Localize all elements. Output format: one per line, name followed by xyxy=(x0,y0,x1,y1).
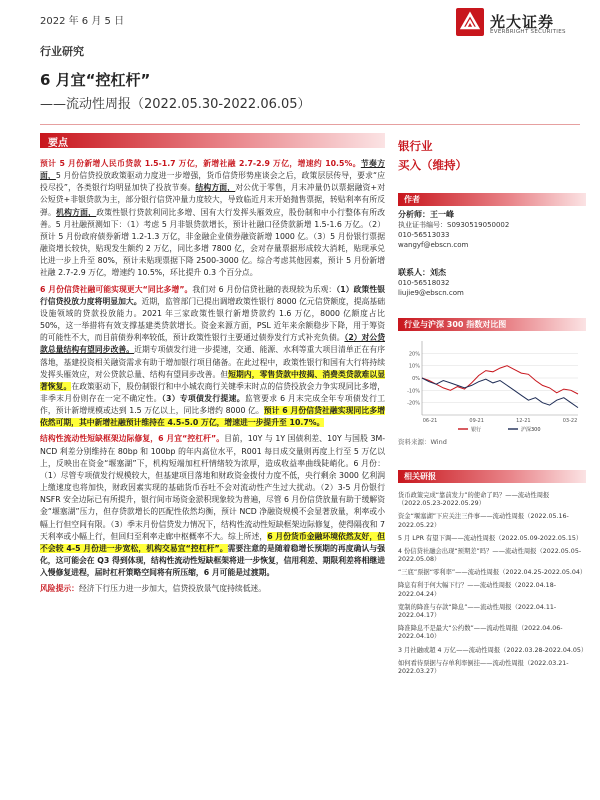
chart-series-line xyxy=(422,366,578,394)
chart-header-label: 行业与沪深 300 指数对比图 xyxy=(404,320,507,329)
investment-rating: 买入（维持） xyxy=(398,158,467,172)
related-header xyxy=(398,470,586,483)
analyst2-phone: 010-56518032 xyxy=(398,279,450,287)
para2-text-c: 近期，监管部门已提出调增政策性银行 8000 亿元信贷额度，提高基础设施领域的贷款投放能力。2021 年三家政策性银行新增贷款约 1.6 万亿，8000 亿额度占比 50%，这一举措将有效支撑基建类贷款增长。资金来源方面，PSL 近年来余额稳步下降，用于筹资的可能性不大，而目前债券利率较低，预计政策性银行主要通过债券发行方式补充负债。 xyxy=(40,296,386,343)
analyst1-name: 王一峰 xyxy=(430,210,454,219)
para2-text-a: 我们对 6 月份信贷社融的表现较为乐观： xyxy=(192,284,337,294)
chart-y-tick-label: 0% xyxy=(412,376,420,382)
logo-text-cn: 光大证券 xyxy=(490,13,555,31)
chart-source: 资料来源：Wind xyxy=(398,438,447,446)
para2-text-h: （3）专项债发行提速。 xyxy=(161,393,245,403)
chart-y-tick-label: 20% xyxy=(408,351,420,358)
para1-lead: 预计 5 月份新增人民币贷款 1.5-1.7 万亿，新增社融 2.7-2.9 万亿，增速约 10.5%。 xyxy=(40,159,361,168)
company-logo xyxy=(456,8,586,42)
chart-x-tick-label: 06-21 xyxy=(422,418,438,424)
page-title: 6 月宜“控杠杆” xyxy=(40,71,151,89)
para2-lead: 6 月份信贷社融可能实现更大“同比多增”。 xyxy=(40,284,193,294)
related-report-link[interactable]: 降准降息不是最大“公约数”——流动性周报（2022.04.06-2022.04.10） xyxy=(398,625,563,641)
author-header-label: 作者 xyxy=(404,195,420,204)
analyst-block-2 xyxy=(398,268,464,298)
summary-header-label: 要点 xyxy=(48,138,68,149)
para3-text-b: 6 月份货币金融环境依然友好，但不会较 4-5 月份进一步宽松，机构交易宜“控杠杆”。 xyxy=(40,531,386,553)
author-header xyxy=(398,193,586,206)
para2-text-g: 在政策驱动下，股份制银行和中小城农商行关键季末时点的信贷投放会力争实现同比多增，非季末月份则存在一定不确定性。 xyxy=(40,381,386,403)
analyst1-phone: 010-56513033 xyxy=(398,231,450,239)
related-report-link[interactable]: 4 份信贷社融会出现“预期差”吗？——流动性周报（2022.05.05-2022.05.08） xyxy=(398,547,582,564)
analyst2-email: liujie9@ebscn.com xyxy=(398,289,464,297)
analyst1-email: wangyf@ebscn.com xyxy=(398,241,469,249)
para1-label-c: 机构方面， xyxy=(56,207,97,217)
related-report-link[interactable]: 降息有利于何大幅下行？——流动性周报（2022.04.18-2022.04.24） xyxy=(398,582,556,598)
header-divider xyxy=(40,124,580,125)
para2-text-j: 预计 6 月份信贷社融实现同比多增依然可期，其中新增社融预计维持在 4.5-5.0 万亿，增速进一步提升至 10.7%。 xyxy=(40,406,385,428)
para1-label-a: 节奏方面， xyxy=(40,159,386,181)
related-report-link[interactable]: 宽制的降准与存款“降息”——流动性周报（2022.04.11-2022.04.17） xyxy=(398,603,557,620)
chart-x-tick-label: 12-21 xyxy=(516,418,531,424)
related-report-link[interactable]: “三底”票据“零利率”——流动性周报（2022.04.25-2022.05.04） xyxy=(398,569,587,577)
para2-text-f: 短期内，零售贷款中按揭、消费类贷款难以显著恢复。 xyxy=(40,369,386,391)
related-header-label: 相关研报 xyxy=(404,472,436,481)
related-report-link[interactable]: 5 月 LPR 有望下调——流动性周报（2022.05.09-2022.05.15） xyxy=(398,534,583,542)
risk-text: 经济下行压力进一步加大，信贷投放景气度持续低迷。 xyxy=(78,584,267,594)
paragraph-credit-forecast xyxy=(40,158,385,280)
chart-x-tick-label: 03-22 xyxy=(562,418,578,424)
chart-x-tick-label: 09-21 xyxy=(469,418,484,424)
risk-label: 风险提示： xyxy=(40,584,79,594)
page-subtitle: ——流动性周报（2022.05.30-2022.06.05） xyxy=(40,97,311,112)
para2-text-d: （2）对公贷款总量结构有望同步改善。 xyxy=(40,333,385,355)
chart-legend-label: 沪深300 xyxy=(521,427,541,433)
related-report-link[interactable]: 货币政策完成“靠前发力”的使命了吗？——流动性周报（2022.05.23-2022.05.29） xyxy=(398,492,550,508)
chart-y-tick-label: -10% xyxy=(407,388,420,395)
report-date: 2022 年 6 月 5 日 xyxy=(40,16,125,27)
logo-text-en: EVERBRIGHT SECURITIES xyxy=(490,29,566,35)
report-type: 行业研究 xyxy=(40,45,84,58)
related-reports-list xyxy=(398,492,586,681)
sector-name: 银行业 xyxy=(398,139,433,153)
analyst-block-1 xyxy=(398,210,509,250)
paragraph-liquidity xyxy=(40,433,385,579)
chart-series-line xyxy=(422,378,578,408)
summary-body xyxy=(40,158,385,595)
analyst2-name: 刘杰 xyxy=(430,268,446,277)
para1-text-b: 对公优于零售，月末冲量仍以票据融资+对公短贷+非银贷款为主，部分银行信贷冲量力度较大，导致临近月末开始抛售票据，转贴利率有所反弹。 xyxy=(40,183,386,217)
para1-text-c: 政策性银行贷款利同比多增、国有大行发挥头雁效应，股份制和中小行整体有所改善。5 月社融预测如下：（1）考虑 5 月非银贷款增长，预计社融口径贷款新增 1.5-1.6 万亿。（2）预计 5 月份政府债券新增 1.2-1.3 万亿，非金融企业债券融资新增 1000 亿。（3）5 月份银行票据融资增长较快，贴现发生额约 2 万亿，同比多增 7800 亿，会对存量票据形成较大消耗，贴现承兑比进一步上升至 80%，预计未贴现票据下降 2500-3000 亿。综合考虑其他因素，预计 5 月份新增社融 2.7-2.9 万亿，增速约 10.5%，环比提升 0.3 个百分点。 xyxy=(40,207,386,278)
para2-text-b: （1）政策性银行信贷投放力度将明显加大。 xyxy=(40,284,386,306)
para2-text-e: 近期专项债发行进一步提速，交通、能源、水利等重大项目清单正在有序落地，基建投资相关融资需求有助于增加银行项目储备。在此过程中，政策性银行和国有大行将持续发挥头雁效应，对公贷款总量、结构有望同步改善。但 xyxy=(40,345,386,379)
para2-text-i: 监管要求 6 月末完成全年专项债发行工作，预计新增规模或达到 1.5 万亿以上，同比多增约 8000 亿。 xyxy=(40,393,385,416)
related-report-link[interactable]: 3 月社融或超 4 万亿——流动性周报（2022.03.28-2022.04.05） xyxy=(398,646,588,654)
para3-text-a: 目前，10Y 与 1Y 国债利差、10Y 与国股 3M-NCD 利差分别维持在 80bp 和 100bp 的年内高位水平，R001 每日成交量则再度上行至 5 万亿以上，反映出在资金“堰塞湖”下，机构短端加杠杆情绪较为浓厚，造成收益率曲线陡峭化。6 月份：（1）尽管专项债发行规模较大，但基建项目落地和财政资金拨付力度不低，央行剩余 3000 亿利润上缴速度也将加快，财政因素实现的基础货币吞吐不会对流动性产生过大扰动。（2）3-5 月份银行 NSFR 安全边际已有所提升，银行间市场资金淤积现象较为普遍，尽管 6 月份信贷放量有助于缓解资金“堰塞湖”压力，但存贷款增长的匹配性依然均衡，预计 NCD 净融资规模不会显著放量，利率或小幅上行但空间有限。（3）季末月份信贷发力情况下，结构性流动性短缺框架边际修复，使得隔夜和 7 天利率或小幅上行，但回归至利率走廊中枢概率不大。综上所述， xyxy=(40,434,386,541)
analyst1-cert: 执业证书编号：S0930519050002 xyxy=(398,221,510,229)
related-report-link[interactable]: 资金“堰塞湖”下应关注三件事——流动性周报（2022.05.16-2022.05.22） xyxy=(398,513,569,529)
para1-text-a: 5 月份信贷投放政策驱动力度进一步增强，货币信贷形势座谈会之后，政策层层传导，要求“应投尽投”，各类银行均明显加快了投放节奏。 xyxy=(40,171,385,193)
analyst1-label: 分析师： xyxy=(398,210,430,219)
related-report-link[interactable]: 如何看待票据与存单利率倒挂——流动性周报（2022.03.21-2022.03.27） xyxy=(398,659,569,675)
chart-y-tick-label: 10% xyxy=(408,363,420,370)
analyst2-label: 联系人： xyxy=(398,268,430,277)
para3-lead: 结构性流动性短缺框架边际修复，6 月宜“控杠杆”。 xyxy=(40,434,225,444)
logo-mark-icon xyxy=(456,8,484,36)
chart-y-tick-label: -20% xyxy=(407,400,420,407)
paragraph-june-outlook xyxy=(40,284,385,430)
chart-header xyxy=(398,318,586,331)
summary-header xyxy=(40,133,385,148)
para1-label-b: 结构方面， xyxy=(195,183,236,193)
risk-warning xyxy=(40,583,385,595)
chart-legend-label: 银行 xyxy=(471,427,482,433)
index-comparison-chart xyxy=(398,335,586,435)
para3-text-c: 需要注意的是随着稳增长预期的再度确认与强化，这可能会在 Q3 得到体现，结构性流动性短缺框架将进一步恢复，信用利差、期限利差将相继进入慢修复进程，届时杠杆策略空间将有所压缩，6 月可能是过渡期。 xyxy=(40,543,385,578)
